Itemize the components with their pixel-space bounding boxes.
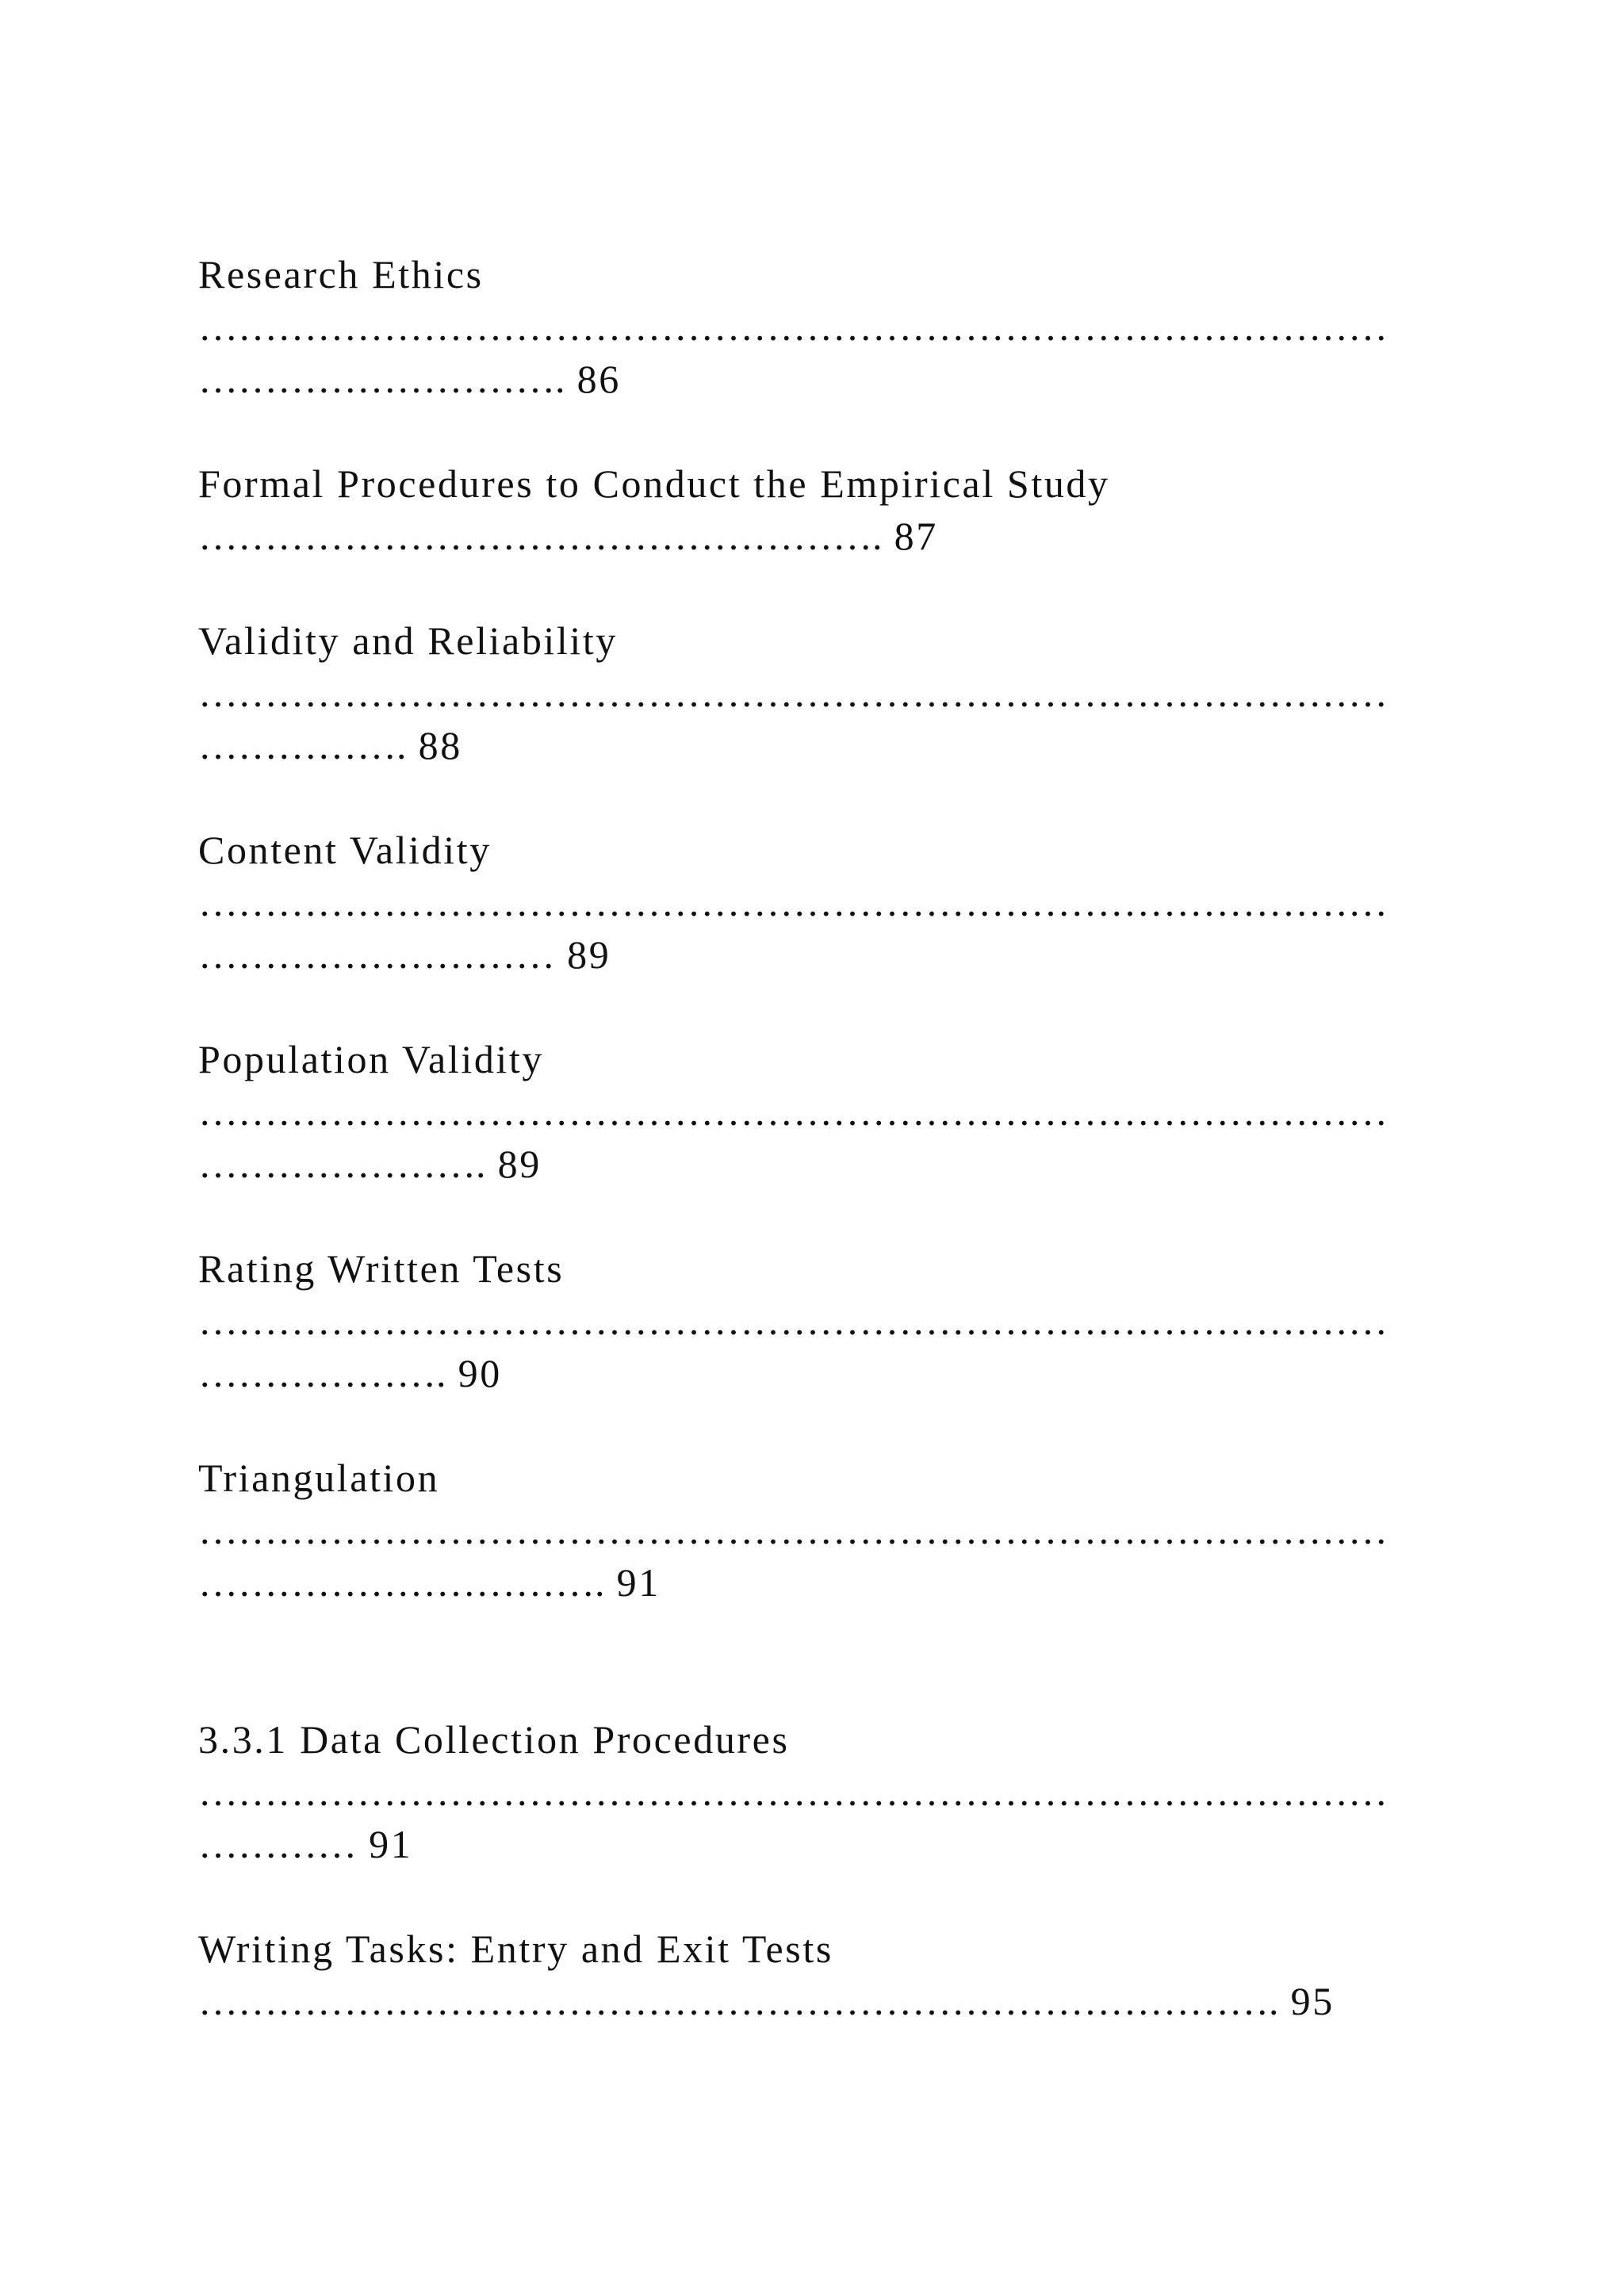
toc-entry-title: 3.3.1 Data Collection Procedures bbox=[198, 1717, 790, 1762]
toc-entry-title: Population Validity bbox=[198, 1037, 544, 1081]
toc-page-number: 88 bbox=[418, 723, 462, 767]
toc-leader-with-page bbox=[198, 931, 611, 978]
toc-page-number: 95 bbox=[1290, 1979, 1335, 2023]
toc-leader-with-page bbox=[198, 355, 621, 403]
toc-entry-title: Research Ethics bbox=[198, 252, 484, 297]
toc-entry-title: Validity and Reliability bbox=[198, 618, 619, 663]
toc-leader-with-page bbox=[198, 1559, 661, 1606]
toc-page-number: 90 bbox=[458, 1351, 502, 1395]
toc-leader: ……………………………………………………………………………… bbox=[198, 1299, 1388, 1343]
toc-entry-title: Triangulation bbox=[198, 1456, 440, 1500]
toc-leader-with-page bbox=[198, 512, 938, 560]
toc-leader-with-page bbox=[198, 1820, 412, 1868]
toc-leader: ……………………………………………………………………………… bbox=[198, 880, 1388, 924]
toc-page-number: 91 bbox=[369, 1822, 413, 1866]
toc-leader: ……………………… bbox=[198, 932, 555, 977]
toc-leader: ………………. bbox=[198, 1351, 446, 1395]
toc-entry-title: Rating Written Tests bbox=[198, 1246, 565, 1291]
toc-page-number: 89 bbox=[567, 932, 611, 977]
toc-page-number: 86 bbox=[576, 357, 621, 401]
toc-leader: ……………………………………………………………………………… bbox=[198, 671, 1388, 715]
toc-leader: ………………………. bbox=[198, 357, 565, 401]
toc-leader: ……………………………………………………………………………… bbox=[198, 1770, 1388, 1814]
toc-entry-title: Content Validity bbox=[198, 828, 492, 872]
toc-leader-with-page bbox=[198, 1977, 1335, 2025]
toc-leader: ……………………………………………………………………………… bbox=[198, 1089, 1388, 1134]
toc-leader: ……………………………………………. bbox=[198, 514, 883, 558]
toc-leader: …………………. bbox=[198, 1142, 486, 1186]
toc-leader: ………………………………………………………………………. bbox=[198, 1979, 1279, 2023]
toc-page-number: 91 bbox=[616, 1560, 661, 1605]
toc-entry-title: Writing Tasks: Entry and Exit Tests bbox=[198, 1927, 833, 1971]
toc-leader: …………………………. bbox=[198, 1560, 605, 1605]
toc-leader: ……………. bbox=[198, 723, 407, 767]
toc-leader-with-page bbox=[198, 1140, 542, 1188]
toc-leader-with-page bbox=[198, 721, 462, 769]
toc-leader: ……………………………………………………………………………… bbox=[198, 1508, 1388, 1552]
toc-leader-with-page bbox=[198, 1349, 502, 1397]
toc-leader: ……………………………………………………………………………… bbox=[198, 304, 1388, 349]
toc-entry-title: Formal Procedures to Conduct the Empirical Study bbox=[198, 461, 1110, 506]
toc-leader: ………… bbox=[198, 1822, 357, 1866]
toc-page-number: 89 bbox=[497, 1142, 542, 1186]
toc-page-number: 87 bbox=[894, 514, 938, 558]
